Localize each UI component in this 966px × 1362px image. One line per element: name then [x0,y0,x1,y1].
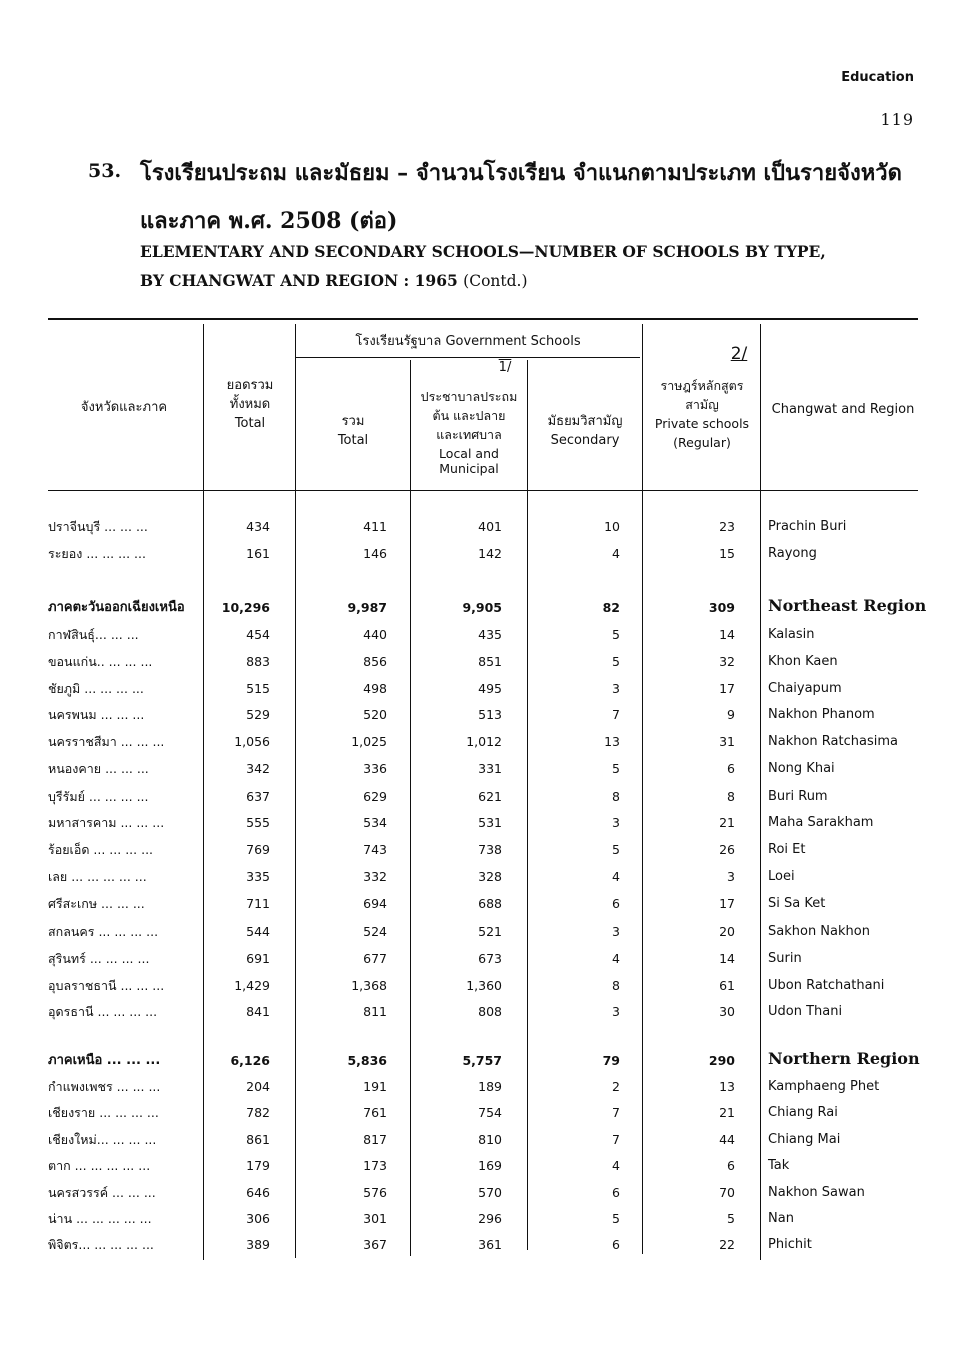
row-english-name: Prachin Buri [768,519,847,534]
cell-gov-total: 440 [363,627,387,642]
row-english-name: Loei [768,869,795,884]
title-thai-line-2: และภาค พ.ศ. 2508 (ต่อ) [140,208,398,234]
row-thai-name: นครพนม ... ... ... [48,707,145,722]
cell-local: 495 [478,681,502,696]
row-english-name: Tak [768,1158,790,1173]
header-gov-group: โรงเรียนรัฐบาล Government Schools [355,334,581,349]
cell-local: 521 [478,924,502,939]
row-thai-name: เชียงใหม่... ... ... ... [48,1132,157,1147]
cell-total: 389 [246,1237,270,1252]
header-total-en: Total [234,416,266,431]
running-head: Education [841,70,914,85]
cell-gov-total: 336 [363,761,387,776]
cell-gov-total: 743 [363,842,387,857]
cell-gov-total: 629 [363,789,387,804]
header-bottom-rule [48,490,918,491]
title-thai-line-1: โรงเรียนประถม และมัธยม – จำนวนโรงเรียน จำแนกตามประเภท เป็นรายจังหวัด [140,160,902,186]
cell-private: 17 [719,896,735,911]
row-english-name: Nakhon Sawan [768,1185,865,1200]
cell-secondary: 6 [612,896,620,911]
cell-secondary: 5 [612,654,620,669]
cell-private: 14 [719,627,735,642]
cell-total: 454 [246,627,270,642]
row-english-name: Sakhon Nakhon [768,924,870,939]
header-secondary-thai: มัธยมวิสามัญ [547,414,623,429]
cell-gov-total: 761 [363,1105,387,1120]
cell-local: 688 [478,896,502,911]
cell-total: 637 [246,789,270,804]
row-thai-name: ร้อยเอ็ด ... ... ... ... [48,842,154,857]
row-english-name: Buri Rum [768,789,828,804]
cell-secondary: 3 [612,1004,620,1019]
cell-local: 570 [478,1185,502,1200]
cell-secondary: 4 [612,546,620,561]
cell-total: 544 [246,924,270,939]
row-thai-name: นครราชสีมา ... ... ... [48,734,165,749]
row-english-name: Surin [768,951,802,966]
cell-secondary: 13 [604,734,620,749]
cell-secondary: 7 [612,1105,620,1120]
cell-local: 331 [478,761,502,776]
cell-gov-total: 811 [363,1004,387,1019]
cell-private: 21 [719,815,735,830]
header-private [643,376,761,452]
cell-gov-total: 520 [363,707,387,722]
row-english-name: Nakhon Phanom [768,707,875,722]
row-english-name: Chiang Rai [768,1105,838,1120]
row-english-name: Khon Kaen [768,654,838,669]
cell-gov-total: 856 [363,654,387,669]
row-english-name: Kamphaeng Phet [768,1079,880,1094]
cell-secondary: 8 [612,789,620,804]
cell-gov-total: 411 [363,519,387,534]
cell-local: 142 [478,546,502,561]
cell-local: 1,360 [466,978,502,993]
cell-gov-total: 694 [363,896,387,911]
page-number: 119 [880,110,914,129]
private-footnote-mark: 2/ [730,344,748,364]
cell-local: 9,905 [462,600,502,615]
cell-private: 17 [719,681,735,696]
column-rule-5 [642,324,643,1254]
cell-gov-total: 367 [363,1237,387,1252]
header-local [411,387,527,476]
row-english-name: Northern Region [768,1049,920,1068]
cell-gov-total: 191 [363,1079,387,1094]
cell-total: 691 [246,951,270,966]
row-thai-name: น่าน ... ... ... ... ... [48,1211,152,1226]
column-rule-4 [527,360,528,1250]
cell-secondary: 79 [602,1053,620,1068]
title-english-line-1: ELEMENTARY AND SECONDARY SCHOOLS—NUMBER OF SCHOOLS BY TYPE, [140,242,826,261]
cell-local: 435 [478,627,502,642]
cell-secondary: 7 [612,707,620,722]
row-thai-name: ขอนแก่น.. ... ... ... [48,654,153,669]
table-top-rule [48,318,918,320]
cell-gov-total: 524 [363,924,387,939]
cell-total: 883 [246,654,270,669]
cell-total: 10,296 [221,600,270,615]
title-english-text: BY CHANGWAT AND REGION : 1965 [140,271,458,290]
cell-secondary: 5 [612,627,620,642]
cell-total: 6,126 [230,1053,270,1068]
cell-total: 711 [246,896,270,911]
row-thai-name: พิจิตร... ... ... ... ... [48,1237,154,1252]
cell-secondary: 3 [612,681,620,696]
row-thai-name: ภาคเหนือ ... ... ... [48,1053,161,1068]
cell-gov-total: 9,987 [347,600,387,615]
cell-total: 841 [246,1004,270,1019]
row-thai-name: ภาคตะวันออกเฉียงเหนือ [48,600,185,615]
cell-total: 335 [246,869,270,884]
header-secondary [528,412,642,450]
header-total-thai: ยอดรวม ทั้งหมด [226,378,274,412]
cell-private: 61 [719,978,735,993]
row-thai-name: สุรินทร์ ... ... ... ... [48,951,150,966]
cell-gov-total: 534 [363,815,387,830]
row-english-name: Rayong [768,546,817,561]
row-thai-name: นครสวรรค์ ... ... ... [48,1185,156,1200]
header-total [205,376,295,433]
cell-local: 169 [478,1158,502,1173]
row-english-name: Udon Thani [768,1004,843,1019]
cell-private: 21 [719,1105,735,1120]
title-english-line-2 [140,271,528,290]
cell-secondary: 7 [612,1132,620,1147]
cell-private: 9 [727,707,735,722]
cell-local: 621 [478,789,502,804]
cell-secondary: 4 [612,869,620,884]
cell-private: 15 [719,546,735,561]
row-english-name: Nakhon Ratchasima [768,734,898,749]
cell-private: 5 [727,1211,735,1226]
cell-total: 1,056 [234,734,270,749]
row-english-name: Chaiyapum [768,681,842,696]
cell-private: 70 [719,1185,735,1200]
row-thai-name: เลย ... ... ... ... ... [48,869,147,884]
row-english-name: Roi Et [768,842,806,857]
row-english-name: Nan [768,1211,794,1226]
cell-gov-total: 173 [363,1158,387,1173]
cell-total: 1,429 [234,978,270,993]
header-province-thai: จังหวัดและภาค [80,400,168,415]
row-thai-name: ระยอง ... ... ... ... [48,546,146,561]
cell-secondary: 4 [612,951,620,966]
row-thai-name: มหาสารคาม ... ... ... [48,815,165,830]
cell-local: 754 [478,1105,502,1120]
cell-total: 769 [246,842,270,857]
header-local-thai: ประชาบาลประถม ต้น และปลาย และเทศบาล [420,389,518,442]
cell-secondary: 5 [612,761,620,776]
cell-total: 646 [246,1185,270,1200]
row-thai-name: อุบลราชธานี ... ... ... [48,978,165,993]
cell-total: 434 [246,519,270,534]
cell-local: 808 [478,1004,502,1019]
cell-local: 851 [478,654,502,669]
header-private-thai: ราษฎร์หลักสูตร สามัญ [660,378,744,412]
cell-local: 189 [478,1079,502,1094]
cell-gov-total: 5,836 [347,1053,387,1068]
row-thai-name: ปราจีนบุรี ... ... ... [48,519,148,534]
cell-secondary: 10 [604,519,620,534]
cell-private: 14 [719,951,735,966]
gov-group-rule [296,357,640,358]
row-thai-name: สกลนคร ... ... ... ... [48,924,159,939]
header-gov-total-thai: รวม [341,414,365,429]
cell-local: 328 [478,869,502,884]
cell-private: 30 [719,1004,735,1019]
cell-private: 20 [719,924,735,939]
row-thai-name: หนองคาย ... ... ... [48,761,149,776]
cell-secondary: 3 [612,815,620,830]
cell-secondary: 5 [612,842,620,857]
row-thai-name: อุดรธานี ... ... ... ... [48,1004,158,1019]
cell-private: 309 [708,600,735,615]
cell-private: 22 [719,1237,735,1252]
cell-private: 290 [708,1053,735,1068]
column-rule-3 [410,360,411,1256]
cell-gov-total: 677 [363,951,387,966]
cell-gov-total: 301 [363,1211,387,1226]
cell-local: 361 [478,1237,502,1252]
cell-private: 6 [727,1158,735,1173]
cell-private: 44 [719,1132,735,1147]
cell-gov-total: 576 [363,1185,387,1200]
cell-private: 23 [719,519,735,534]
header-changwat-region: Changwat and Region [771,402,915,417]
cell-total: 204 [246,1079,270,1094]
cell-private: 31 [719,734,735,749]
cell-local: 5,757 [462,1053,502,1068]
cell-secondary: 6 [612,1185,620,1200]
row-thai-name: เชียงราย ... ... ... ... [48,1105,159,1120]
cell-total: 306 [246,1211,270,1226]
cell-total: 782 [246,1105,270,1120]
header-local-en: Local and Municipal [439,446,499,476]
row-thai-name: กาฬสินธุ์... ... ... [48,627,139,642]
row-english-name: Chiang Mai [768,1132,841,1147]
cell-total: 861 [246,1132,270,1147]
header-secondary-en: Secondary [550,433,620,448]
row-thai-name: ตาก ... ... ... ... ... [48,1158,151,1173]
row-thai-name: ชัยภูมิ ... ... ... ... [48,681,144,696]
row-english-name: Nong Khai [768,761,835,776]
row-thai-name: กำแพงเพชร ... ... ... [48,1079,161,1094]
cell-total: 179 [246,1158,270,1173]
cell-secondary: 4 [612,1158,620,1173]
cell-total: 529 [246,707,270,722]
cell-gov-total: 1,025 [351,734,387,749]
cell-total: 555 [246,815,270,830]
cell-local: 810 [478,1132,502,1147]
cell-private: 8 [727,789,735,804]
row-english-name: Si Sa Ket [768,896,826,911]
row-english-name: Northeast Region [768,596,927,615]
cell-private: 6 [727,761,735,776]
row-thai-name: บุรีรัมย์ ... ... ... ... [48,789,149,804]
cell-gov-total: 146 [363,546,387,561]
column-rule-6 [760,324,761,1260]
cell-local: 296 [478,1211,502,1226]
cell-local: 513 [478,707,502,722]
contd-label: (Contd.) [463,272,528,290]
cell-gov-total: 817 [363,1132,387,1147]
cell-total: 515 [246,681,270,696]
table-number: 53. [88,160,122,182]
row-english-name: Ubon Ratchathani [768,978,885,993]
local-footnote-mark: 1/ [498,360,512,375]
row-english-name: Kalasin [768,627,815,642]
cell-gov-total: 1,368 [351,978,387,993]
cell-gov-total: 498 [363,681,387,696]
cell-local: 531 [478,815,502,830]
row-english-name: Maha Sarakham [768,815,874,830]
cell-private: 3 [727,869,735,884]
cell-private: 32 [719,654,735,669]
row-thai-name: ศรีสะเกษ ... ... ... [48,896,145,911]
header-gov-total-en: Total [337,433,369,448]
cell-secondary: 3 [612,924,620,939]
cell-local: 401 [478,519,502,534]
cell-secondary: 2 [612,1079,620,1094]
cell-total: 342 [246,761,270,776]
cell-secondary: 6 [612,1237,620,1252]
cell-private: 13 [719,1079,735,1094]
cell-local: 738 [478,842,502,857]
cell-local: 1,012 [466,734,502,749]
cell-private: 26 [719,842,735,857]
column-rule-2 [295,324,296,1258]
cell-gov-total: 332 [363,869,387,884]
row-english-name: Phichit [768,1237,812,1252]
header-private-en: Private schools (Regular) [654,416,750,450]
cell-secondary: 5 [612,1211,620,1226]
cell-local: 673 [478,951,502,966]
cell-secondary: 8 [612,978,620,993]
cell-secondary: 82 [602,600,620,615]
cell-total: 161 [246,546,270,561]
header-gov-total [296,412,410,450]
